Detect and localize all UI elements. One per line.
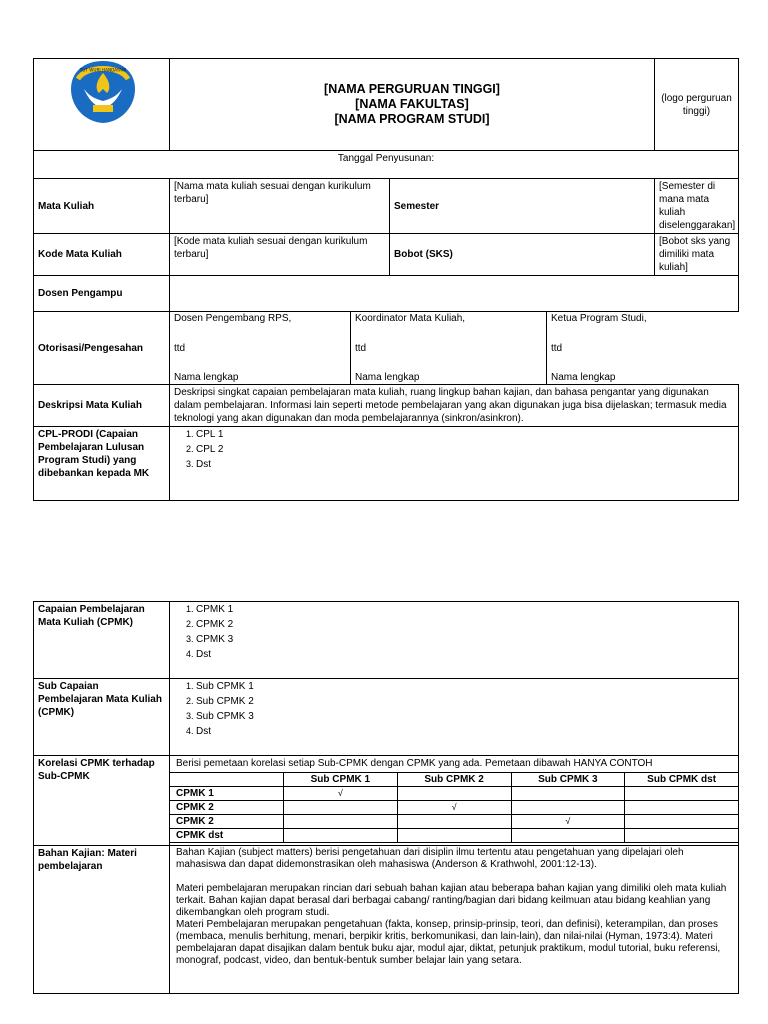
sub-cpmk-list <box>174 679 734 739</box>
materi-detail-paragraph: Materi Pembelajaran merupakan pengetahuan (fakta, konsep, prinsip-prinsip, teori, dan definisi), keterampilan, dan proses (membaca, menulis berhitung, menari, berpikir kritis, berkomunikasi, dan lain-lain), dan nilai-nilai (Hyman, 1973:4). Materi pembelajaran dapat disajikan dalam bentuk buku ajar, modul ajar, diktat, petunjuk praktikum, modul tutorial, buku referensi, monograf, podcast, video, dan bentuk-bentuk sumber belajar lain yang setara. <box>176 919 721 966</box>
sub-cpmk-list-cell <box>170 679 739 756</box>
matrix-row-header: CPMK dst <box>170 829 284 843</box>
table-row <box>170 787 739 801</box>
rps-header-table <box>33 58 739 501</box>
institution-header <box>170 59 655 151</box>
cpmk-list <box>174 602 734 662</box>
list-item: 2. Sub CPMK 2 <box>196 694 734 709</box>
bobot-label: Bobot (SKS) <box>390 234 655 276</box>
korelasi-matrix <box>169 772 739 843</box>
faculty-name: [NAMA FAKULTAS] <box>355 97 469 111</box>
cpl-list <box>174 427 734 472</box>
cpmk-table <box>33 601 739 994</box>
kode-mk-label: Kode Mata Kuliah <box>34 234 170 276</box>
list-item: 2. CPMK 2 <box>196 617 734 632</box>
list-item: 3. Sub CPMK 3 <box>196 709 734 724</box>
cpl-list-cell <box>170 427 739 501</box>
matrix-row-header: CPMK 2 <box>170 801 284 815</box>
logo-cell <box>34 59 170 151</box>
deskripsi-text: Deskripsi singkat capaian pembelajaran mata kuliah, ruang lingkup bahan kajian, dan bahasa pengantar yang digunakan dalam pembelajaran. Informasi lain seperti metode pembelajaran yang akan digunakan juga bisa dijelaskan; termasuk media teknologi yang akan digunakan dan moda pembelajarannya (sinkron/asinkron). <box>170 385 739 427</box>
mata-kuliah-label: Mata Kuliah <box>34 179 170 234</box>
signer-ketua-prodi: Ketua Program Studi, ttd Nama lengkap <box>551 313 647 383</box>
list-item: 3. Dst <box>196 457 734 472</box>
otorisasi-block <box>170 312 739 385</box>
korelasi-cell <box>170 756 739 846</box>
program-name: [NAMA PROGRAM STUDI] <box>334 112 490 126</box>
check-mark: √ <box>397 801 511 815</box>
deskripsi-label: Deskripsi Mata Kuliah <box>34 385 170 427</box>
mata-kuliah-value: [Nama mata kuliah sesuai dengan kurikulum terbaru] <box>170 179 390 234</box>
materi-paragraph: Materi pembelajaran merupakan rincian dari sebuah bahan kajian atau beberapa bahan kajian yang dimiliki oleh mata kuliah terkait. Bahan kajian dapat berasal dari berbagai cabang/ ranting/bagian dari bidang keilmuan atau bidang keahlian yang dikembangkan oleh program studi. <box>176 883 727 918</box>
dosen-pengampu-label: Dosen Pengampu <box>34 276 170 312</box>
bahan-kajian-label: Bahan Kajian: Materi pembelajaran <box>34 846 170 994</box>
matrix-col-header: Sub CPMK 2 <box>397 773 511 787</box>
dosen-pengampu-value <box>170 276 739 312</box>
bahan-kajian-text <box>170 846 739 994</box>
table-row <box>170 829 739 843</box>
semester-label: Semester <box>390 179 655 234</box>
list-item: 3. CPMK 3 <box>196 632 734 647</box>
matrix-col-header: Sub CPMK dst <box>625 773 739 787</box>
list-item: 1. CPMK 1 <box>196 602 734 617</box>
otorisasi-label: Otorisasi/Pengesahan <box>34 312 170 385</box>
cpmk-list-cell <box>170 602 739 679</box>
cpmk-label: Capaian Pembelajaran Mata Kuliah (CPMK) <box>34 602 170 679</box>
kode-mk-value: [Kode mata kuliah sesuai dengan kurikulum terbaru] <box>170 234 390 276</box>
sub-cpmk-label: Sub Capaian Pembelajaran Mata Kuliah (CPMK) <box>34 679 170 756</box>
institution-name: [NAMA PERGURUAN TINGGI] <box>324 82 500 96</box>
list-item: 1. Sub CPMK 1 <box>196 679 734 694</box>
semester-value: [Semester di mana mata kuliah diselenggarakan] <box>655 179 739 234</box>
list-item: 4. Dst <box>196 647 734 662</box>
list-item: 1. CPL 1 <box>196 427 734 442</box>
list-item: 4. Dst <box>196 724 734 739</box>
check-mark: √ <box>511 815 625 829</box>
list-item: 2. CPL 2 <box>196 442 734 457</box>
logo-placeholder: (logo perguruan tinggi) <box>655 59 739 151</box>
matrix-col-header: Sub CPMK 1 <box>284 773 398 787</box>
tanggal-penyusunan: Tanggal Penyusunan: <box>34 151 739 179</box>
bobot-value: [Bobot sks yang dimiliki mata kuliah] <box>655 234 739 276</box>
tut-wuri-handayani-logo <box>68 59 138 125</box>
logo-text: TUT WURI HANDAYANI <box>79 67 127 72</box>
table-row <box>170 801 739 815</box>
matrix-row-header: CPMK 2 <box>170 815 284 829</box>
matrix-row-header: CPMK 1 <box>170 787 284 801</box>
cpl-prodi-label: CPL-PRODI (Capaian Pembelajaran Lulusan Program Studi) yang dibebankan kepada MK <box>34 427 170 501</box>
check-mark: √ <box>284 787 398 801</box>
bahan-kajian-paragraph: Bahan Kajian (subject matters) berisi pengetahuan dari disiplin ilmu tertentu atau pengetahuan yang dipelajari oleh mahasiswa dan dapat didemonstrasikan oleh mahasiswa (Anderson & Krathwohl, 2001:12-13). <box>176 847 684 870</box>
korelasi-label: Korelasi CPMK terhadap Sub-CPMK <box>34 756 170 846</box>
signer-koordinator: Koordinator Mata Kuliah, ttd Nama lengkap <box>351 312 547 384</box>
matrix-col-header: Sub CPMK 3 <box>511 773 625 787</box>
korelasi-intro: Berisi pemetaan korelasi setiap Sub-CPMK dengan CPMK yang ada. Pemetaan dibawah HANYA CONTOH <box>176 758 653 769</box>
signer-dosen-pengembang: Dosen Pengembang RPS, ttd Nama lengkap <box>170 312 351 384</box>
table-row <box>170 815 739 829</box>
